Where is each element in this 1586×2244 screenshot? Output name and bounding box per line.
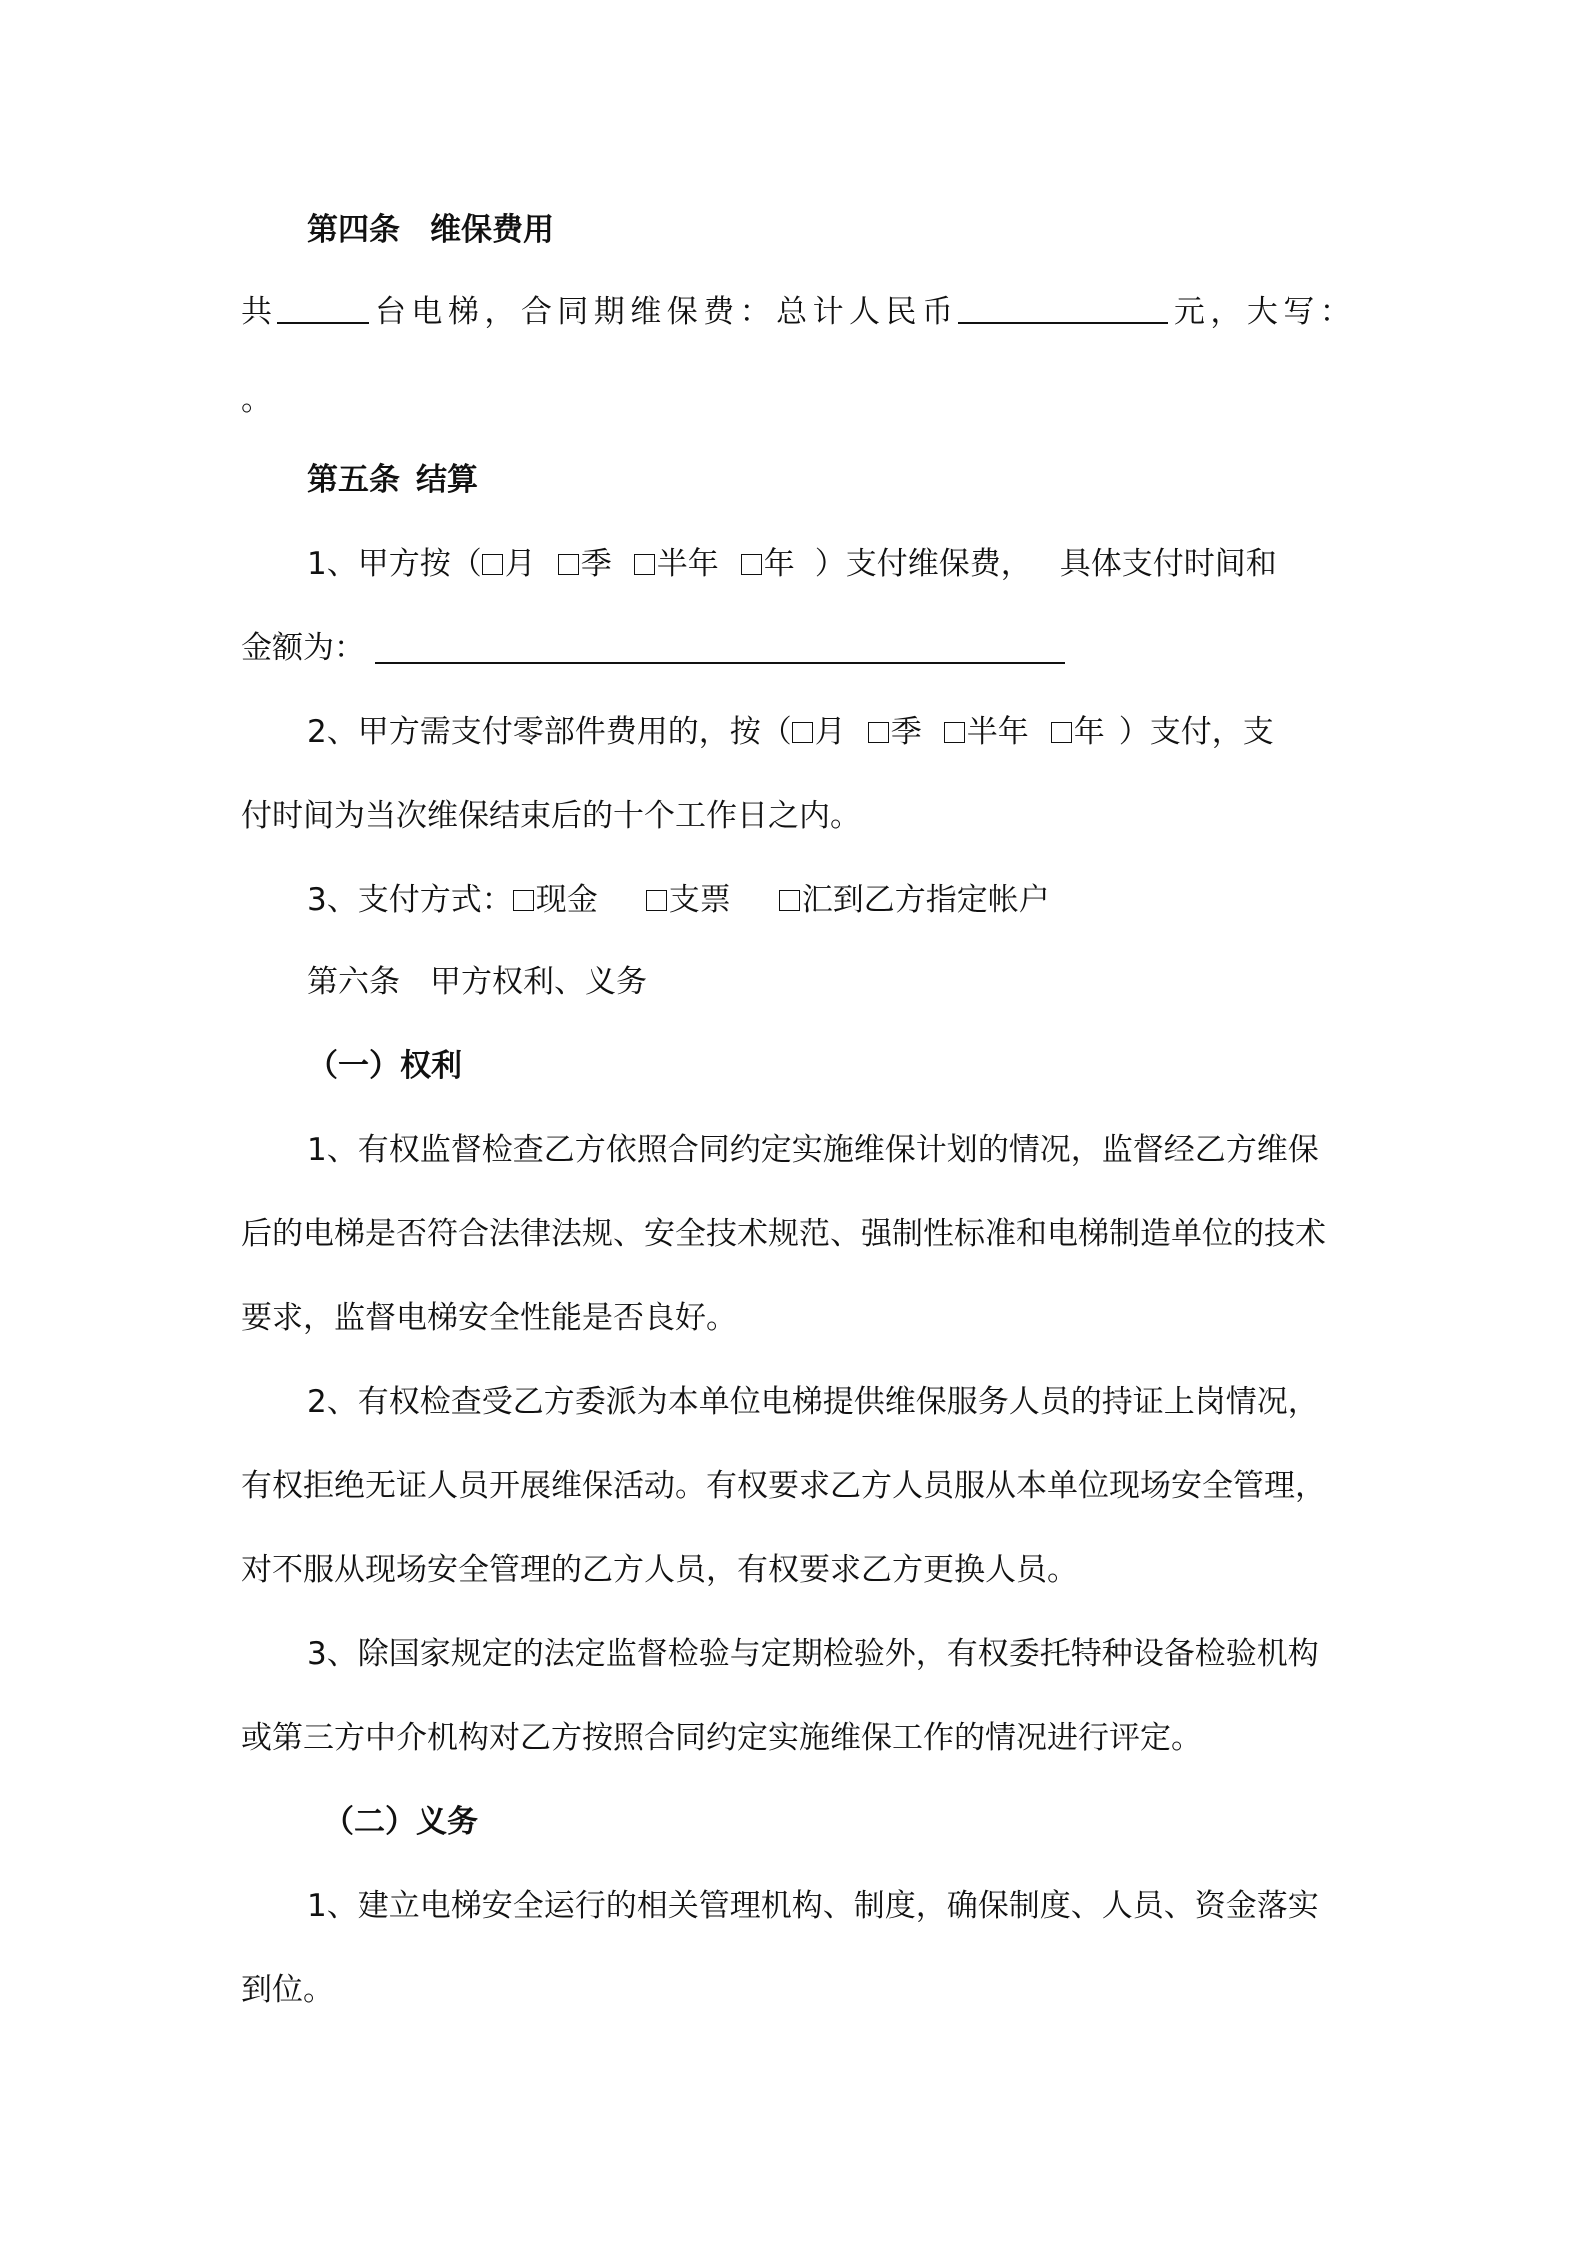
checkbox-yearly[interactable] [741, 554, 762, 575]
rights-1-line-1: 1、有权监督检查乙方依照合同约定实施维保计划的情况，监督经乙方维保 [307, 1132, 1319, 1168]
article-title: 维保费用 [430, 212, 554, 248]
fee-text-count: 共 [241, 294, 272, 330]
payment-method-line: 3、支付方式： 现金 支票 汇到乙方指定帐户 [307, 882, 1050, 918]
checkbox-yearly[interactable] [1051, 722, 1072, 743]
article-4-heading [241, 200, 1417, 260]
rights-3-line-1: 3、除国家规定的法定监督检验与定期检验外，有权委托特种设备检验机构 [307, 1636, 1319, 1672]
duties-heading: （二）义务 [323, 1804, 478, 1840]
duties-1-line-1: 1、建立电梯安全运行的相关管理机构、制度，确保制度、人员、资金落实 [307, 1888, 1319, 1924]
rights-1-line-2: 后的电梯是否符合法律法规、安全技术规范、强制性标准和电梯制造单位的技术 [241, 1216, 1326, 1252]
rights-2-line-3: 对不服从现场安全管理的乙方人员，有权要求乙方更换人员。 [241, 1552, 1078, 1588]
checkbox-cheque[interactable] [646, 890, 667, 911]
fee-amount-blank[interactable] [958, 282, 1168, 324]
rights-2-line-1: 2、有权检查受乙方委派为本单位电梯提供维保服务人员的持证上岗情况， [307, 1384, 1319, 1420]
rights-1-line-3: 要求，监督电梯安全性能是否良好。 [241, 1300, 737, 1336]
payment-1-line: 1、甲方按（ 月 季 半年 年 ）支付维保费， 具体支付时间和 [307, 546, 1277, 582]
article-5-heading [241, 450, 1417, 510]
checkbox-cash[interactable] [513, 890, 534, 911]
duties-1-line-2: 到位。 [241, 1972, 334, 2008]
article-title: 甲方权利、义务 [430, 964, 647, 1000]
payment-amount-blank[interactable] [375, 622, 1065, 664]
article-title: 结算 [416, 462, 478, 498]
article-6-heading [241, 952, 1417, 1012]
fee-line-end: 。 [241, 382, 272, 418]
checkbox-quarterly[interactable] [558, 554, 579, 575]
rights-3-line-2: 或第三方中介机构对乙方按照合同约定实施维保工作的情况进行评定。 [241, 1720, 1202, 1756]
elevator-count-blank[interactable] [277, 282, 369, 324]
checkbox-half-year[interactable] [634, 554, 655, 575]
article-number: 第六条 [307, 964, 400, 1000]
payment-2-line: 2、甲方需支付零部件费用的，按（ 月 季 半年 年 ）支付，支 [307, 714, 1274, 750]
checkbox-monthly[interactable] [792, 722, 813, 743]
rights-heading: （一）权利 [307, 1048, 462, 1084]
checkbox-bank-transfer[interactable] [779, 890, 800, 911]
payment-1-amount-line: 金额为： [241, 618, 1351, 678]
checkbox-quarterly[interactable] [868, 722, 889, 743]
article-number: 第五条 [307, 462, 400, 498]
checkbox-monthly[interactable] [482, 554, 503, 575]
checkbox-half-year[interactable] [944, 722, 965, 743]
fee-line: 共 台 电 梯 ， 合 同 期 维 保 费 ： 总 计 人 民 币 元 ， 大 写 ： [241, 282, 1351, 342]
payment-2-line-2: 付时间为当次维保结束后的十个工作日之内。 [241, 798, 861, 834]
rights-2-line-2: 有权拒绝无证人员开展维保活动。有权要求乙方人员服从本单位现场安全管理， [241, 1468, 1326, 1504]
article-number: 第四条 [307, 212, 400, 248]
